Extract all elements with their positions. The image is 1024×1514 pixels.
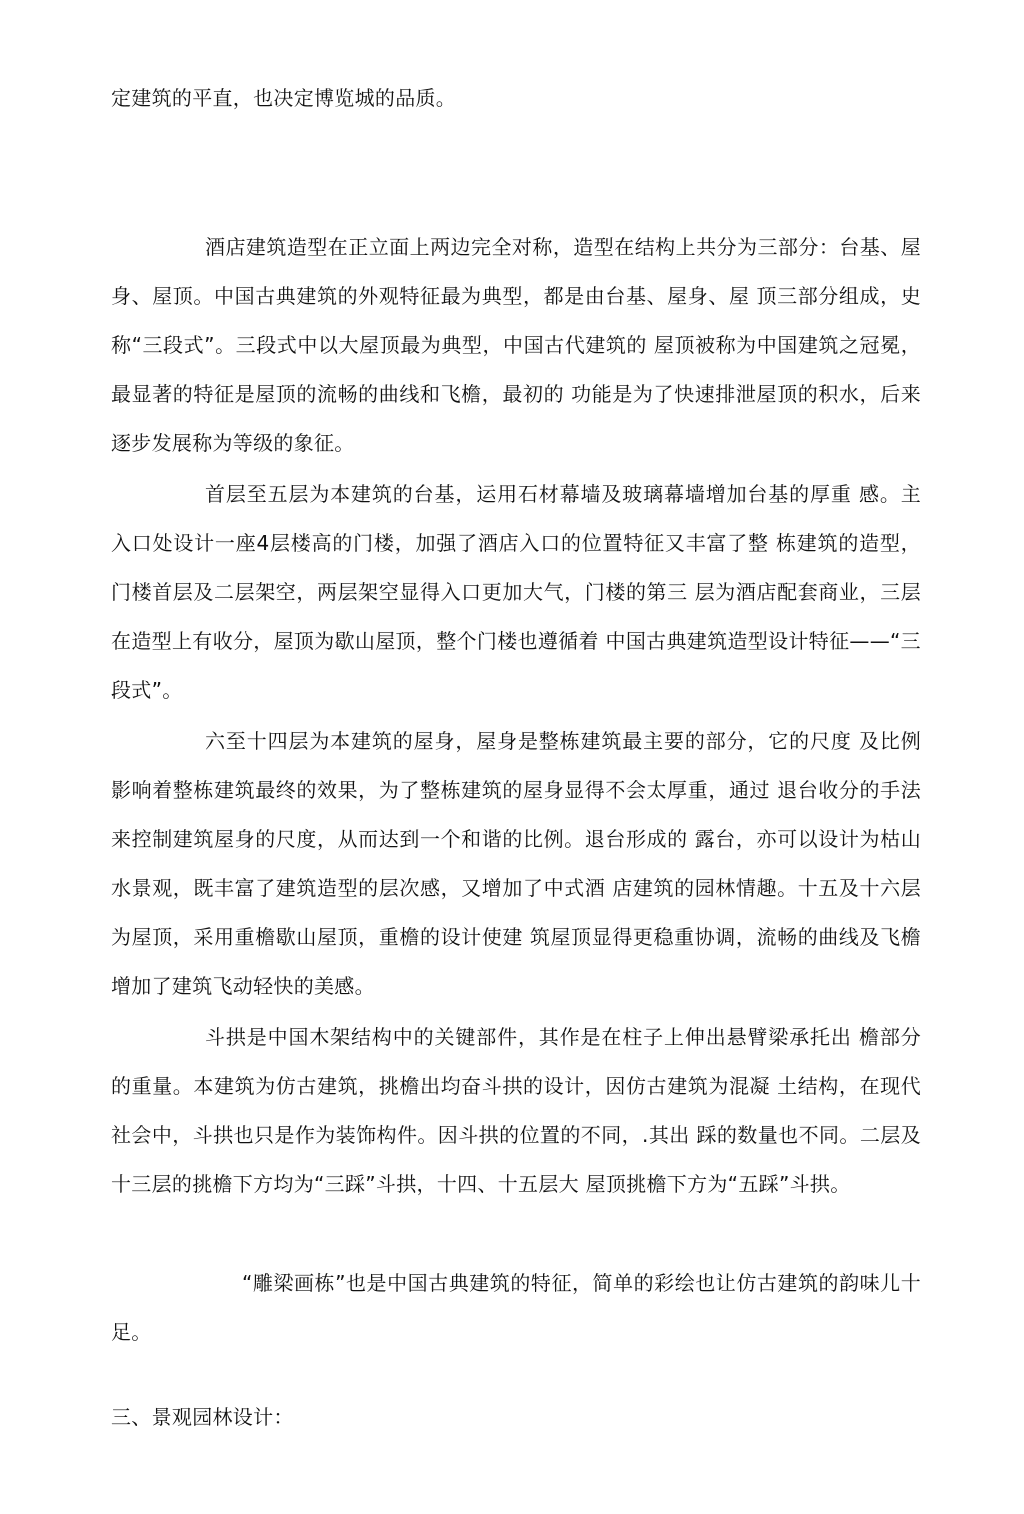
paragraph-dougong: 斗拱是中国木架结构中的关键部件，其作是在柱子上伸出悬臂梁承托出 檐部分的重量。本建筑为仿古建筑，挑檐出均奋斗拱的设计，因仿古建筑为混凝 土结构，在现代社会中，斗拱也只是作为装饰构件。因斗拱的位置的不同，.其出 踩的数量也不同。二层及十三层的挑檐下方均为“三踩”斗拱，十四、十五层大 屋顶挑檐下方为“五踩”斗拱。 [111,1025,921,1196]
paragraph-body-floors: 六至十四层为本建筑的屋身，屋身是整栋建筑最主要的部分，它的尺度 及比例影响着整栋建筑最终的效果，为了整栋建筑的屋身显得不会太厚重，通过 退台收分的手法来控制建筑屋身的尺度，从而达到一个和谐的比例。退台形成的 露台，亦可以设计为枯山水景观，既丰富了建筑造型的层次感，又增加了中式酒 店建筑的园林情趣。十五及十六层为屋顶，采用重檐歇山屋顶，重檐的设计使建 筑屋顶显得更稳重协调，流畅的曲线及飞檐增加了建筑飞动轻快的美感。 [111,729,921,998]
section-heading-landscape: 三、景观园林设计： [111,1405,294,1429]
paragraph-painted-beams: “雕梁画栋”也是中国古典建筑的特征，简单的彩绘也让仿古建筑的韵味儿十足。 [111,1271,921,1344]
paragraph-continuation: 定建筑的平直，也决定博览城的品质。 [111,86,457,110]
paragraph-base-floors: 首层至五层为本建筑的台基，运用石材幕墙及玻璃幕墙增加台基的厚重 感。主入口处设计一座4层楼高的门楼，加强了酒店入口的位置特征又丰富了整 栋建筑的造型，门楼首层及二层架空，两层架空显得入口更加大气，门楼的第三 层为酒店配套商业，三层在造型上有收分，屋顶为歇山屋顶，整个门楼也遵循着 中国古典建筑造型设计特征——“三段式”。 [111,482,921,702]
paragraph-hotel-symmetry: 酒店建筑造型在正立面上两边完全对称，造型在结构上共分为三部分：台基、屋身、屋顶。中国古典建筑的外观特征最为典型，都是由台基、屋身、屋 顶三部分组成，史称“三段式”。三段式中以大屋顶最为典型，中国古代建筑的 屋顶被称为中国建筑之冠冕，最显著的特征是屋顶的流畅的曲线和飞檐，最初的 功能是为了快速排泄屋顶的积水，后来逐步发展称为等级的象征。 [111,235,921,455]
